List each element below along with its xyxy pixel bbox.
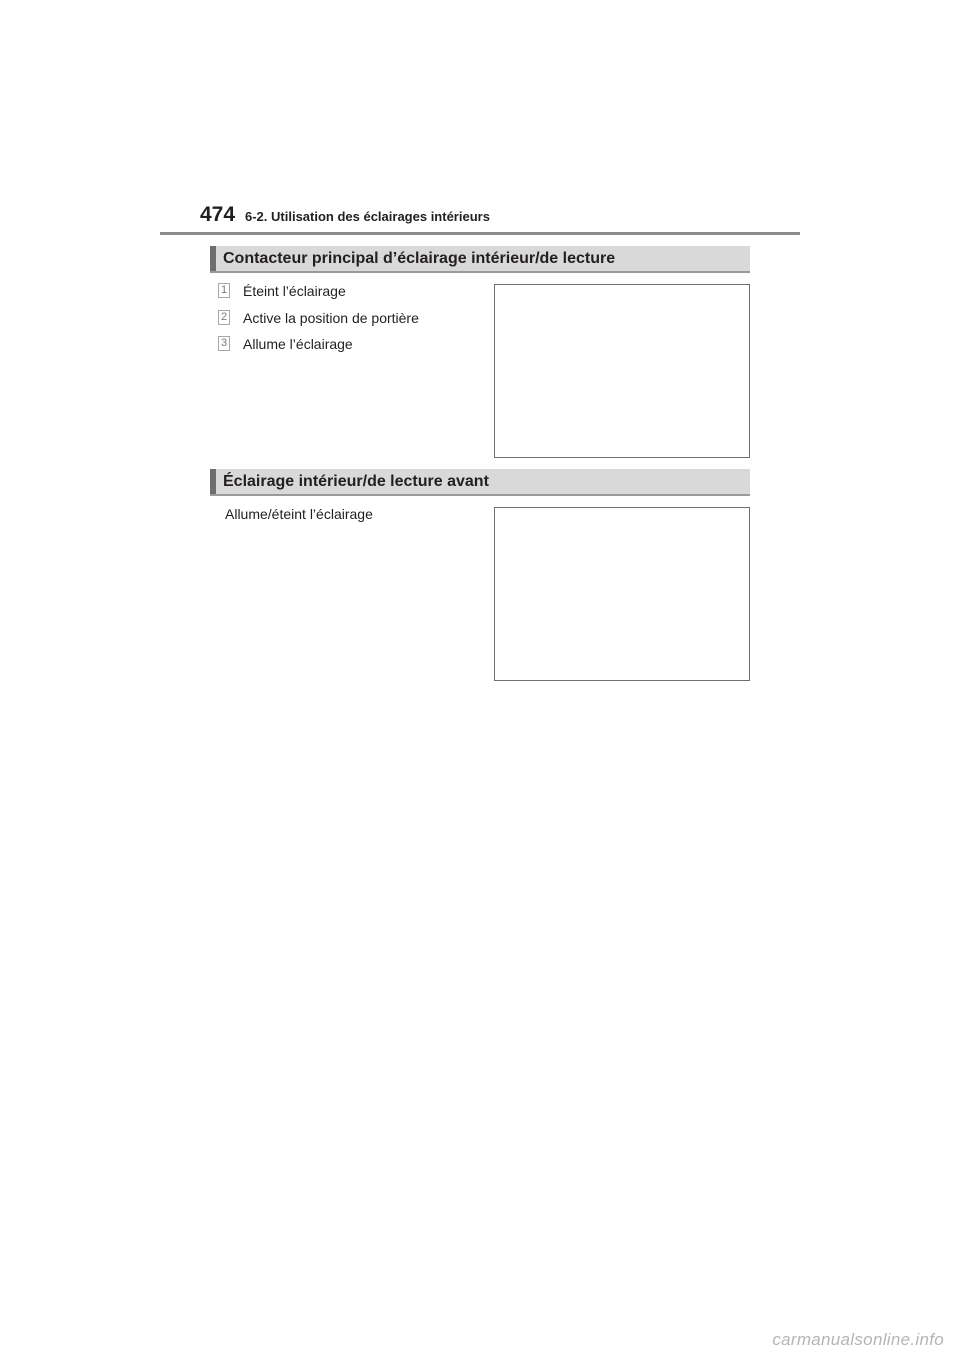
- section-title: Contacteur principal d’éclairage intérieur/de lecture: [223, 250, 616, 267]
- watermark: carmanualsonline.info: [772, 1330, 944, 1349]
- section-heading-front-light: [210, 469, 750, 496]
- section-heading-main-switch: [210, 246, 750, 273]
- number-marker: 2: [218, 310, 230, 325]
- section-accent-bar: [210, 246, 216, 271]
- number-marker: 1: [218, 283, 230, 298]
- header-rule: [160, 232, 800, 235]
- list-item-text: Active la position de portière: [243, 310, 419, 326]
- body-text: Allume/éteint l’éclairage: [225, 506, 373, 522]
- list-item-text: Allume l’éclairage: [243, 336, 353, 352]
- page-number: 474: [200, 203, 236, 226]
- illustration-frame-main-switch: [494, 284, 750, 458]
- number-marker: 3: [218, 336, 230, 351]
- section-accent-bar: [210, 469, 216, 494]
- illustration-frame-front-light: [494, 507, 750, 681]
- chapter-title: 6-2. Utilisation des éclairages intérieurs: [245, 209, 490, 224]
- section-title: Éclairage intérieur/de lecture avant: [223, 473, 489, 490]
- list-item-text: Éteint l’éclairage: [243, 283, 346, 299]
